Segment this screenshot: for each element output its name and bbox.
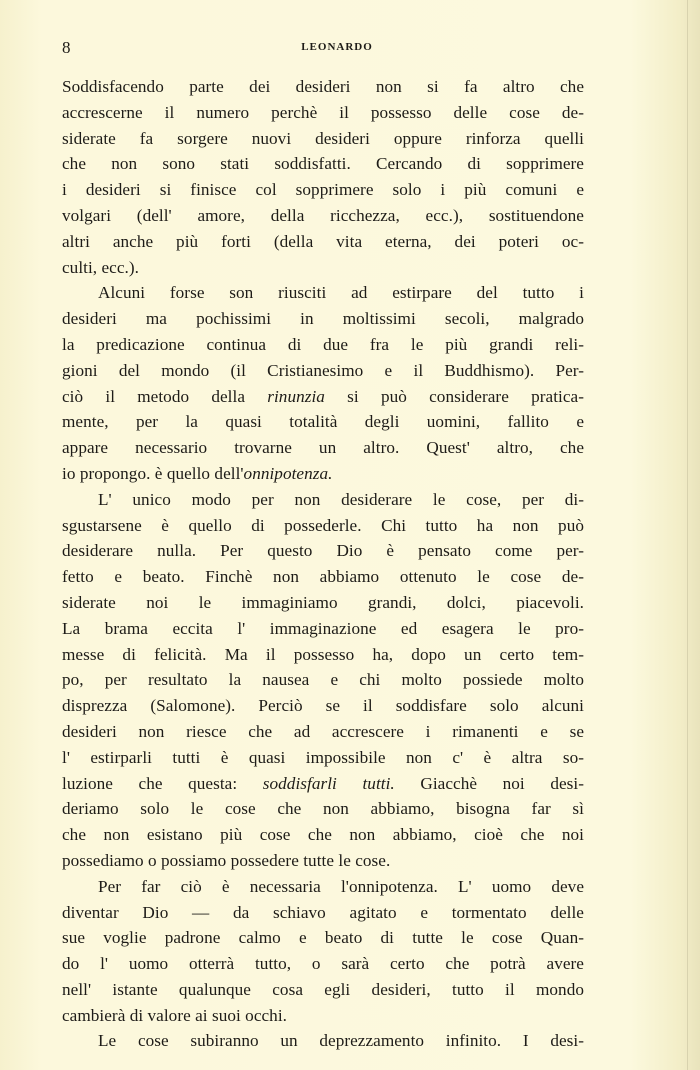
text-line: altri anche più forti (della vita eterna, dei poteri oc- <box>62 231 584 251</box>
text-segment: Giacchè noi desi- <box>394 773 585 793</box>
text-line: desiderare nulla. Per questo Dio è pensato come per- <box>62 541 584 561</box>
text-line: cambierà di valore ai suoi occhi. <box>62 1005 287 1025</box>
text-segment: luzione che questa: <box>62 773 263 793</box>
text-line: siderate noi le immaginiamo grandi, dolci, piacevoli. <box>62 592 584 612</box>
page-number: 8 <box>62 38 71 57</box>
text-line: accrescerne il numero perchè il possesso delle cose de- <box>62 102 584 122</box>
text-line: mente, per la quasi totalità degli uomini, fallito e <box>62 412 584 432</box>
text-line: culti, ecc.). <box>62 257 139 277</box>
text-line: disprezza (Salomone). Perciò se il soddisfare solo alcuni <box>62 696 584 716</box>
text-segment: ciò il metodo della <box>62 386 268 406</box>
text-line: la predicazione continua di due fra le più grandi reli- <box>62 334 584 354</box>
italic-term: rinunzia <box>267 386 325 406</box>
text-segment: io propongo. è quello dell' <box>62 463 244 483</box>
text-line: do l' uomo otterrà tutto, o sarà certo che potrà avere <box>62 954 584 974</box>
text-line <box>62 384 584 410</box>
text-line: La brama eccita l' immaginazione ed esagera le pro- <box>62 618 584 638</box>
text-line: volgari (dell' amore, della ricchezza, ecc.), sostituendone <box>62 205 584 225</box>
page-edge <box>687 0 688 1070</box>
text-line: po, per resultato la nausea e chi molto possiede molto <box>62 670 584 690</box>
text-segment: si può considerare pratica- <box>324 386 584 406</box>
text-line: fetto e beato. Finchè non abbiamo ottenuto le cose de- <box>62 567 584 587</box>
text-line: sgustarsene è quello di possederle. Chi tutto ha non può <box>62 515 584 535</box>
text-line: possediamo o possiamo possedere tutte le cose. <box>62 850 391 870</box>
text-line: messe di felicità. Ma il possesso ha, dopo un certo tem- <box>62 644 584 664</box>
page-header <box>62 38 612 58</box>
text-line: desideri ma pochissimi in moltissimi secoli, malgrado <box>62 309 584 329</box>
text-line: che non sono stati soddisfatti. Cercando di sopprimere <box>62 154 584 174</box>
text-line: diventar Dio — da schiavo agitato e tormentato delle <box>62 902 584 922</box>
text-line: Per far ciò è necessaria l'onnipotenza. L' uomo deve <box>98 876 584 896</box>
text-line: che non esistano più cose che non abbiamo, cioè che noi <box>62 825 584 845</box>
text-line: L' unico modo per non desiderare le cose, per di- <box>98 489 584 509</box>
running-head: LEONARDO <box>301 41 373 53</box>
italic-term: soddisfarli tutti. <box>262 773 395 793</box>
text-line <box>62 461 584 487</box>
italic-term: onnipotenza. <box>243 463 333 483</box>
text-line: Le cose subiranno un deprezzamento infinito. I desi- <box>98 1031 584 1051</box>
text-line: gioni del mondo (il Cristianesimo e il Buddhismo). Per- <box>62 360 584 380</box>
text-line: siderate fa sorgere nuovi desideri oppure rinforza quelli <box>62 128 584 148</box>
text-line: sue voglie padrone calmo e beato di tutte le cose Quan- <box>62 928 584 948</box>
body-text <box>62 74 584 1054</box>
text-line: l' estirparli tutti è quasi impossibile non c' è altra so- <box>62 747 584 767</box>
text-line <box>62 771 584 797</box>
text-line: nell' istante qualunque cosa egli desideri, tutto il mondo <box>62 979 584 999</box>
text-line: i desideri si finisce col sopprimere solo i più comuni e <box>62 180 584 200</box>
text-line: deriamo solo le cose che non abbiamo, bisogna far sì <box>62 799 584 819</box>
text-line: Soddisfacendo parte dei desideri non si fa altro che <box>62 77 584 96</box>
text-line: Alcuni forse son riusciti ad estirpare del tutto i <box>98 283 584 303</box>
text-line: desideri non riesce che ad accrescere i rimanenti e se <box>62 721 584 741</box>
text-line: appare necessario trovarne un altro. Quest' altro, che <box>62 438 584 458</box>
